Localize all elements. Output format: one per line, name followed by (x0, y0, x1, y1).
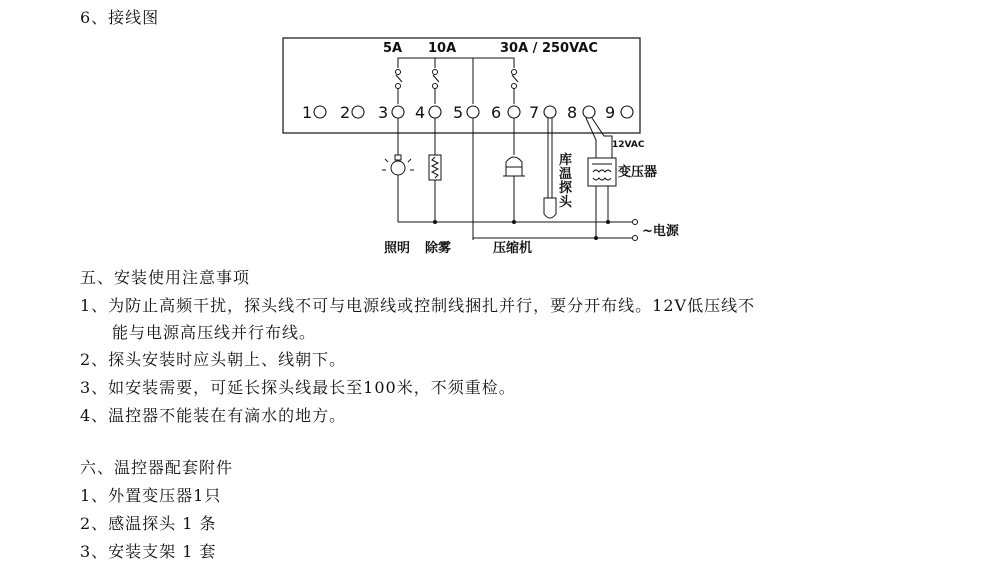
temperature-probe-icon (544, 198, 556, 218)
notice-item-4: 4、温控器不能装在有滴水的地方。 (80, 406, 347, 425)
terminal-2-label: 2 (340, 103, 351, 122)
terminal-3-label: 3 (378, 103, 389, 122)
terminal-4-label: 4 (415, 103, 426, 122)
probe-label-4: 头 (559, 195, 573, 210)
notice-item-1-cont: 能与电源高压线并行布线。 (112, 323, 317, 342)
relay-contact-2 (433, 62, 440, 104)
light-label: 照明 (384, 241, 411, 256)
terminal-8 (583, 106, 595, 118)
wiring-diagram (0, 0, 985, 270)
rating-30a: 30A / 250VAC (500, 41, 598, 56)
relay-contact-1 (396, 62, 403, 104)
terminal-7 (544, 106, 556, 118)
terminal-4 (429, 106, 441, 118)
notice-item-3: 3、如安装需要，可延长探头线最长至100米，不须重检。 (80, 378, 516, 397)
compressor-label: 压缩机 (493, 241, 533, 256)
compressor-icon (503, 157, 525, 222)
terminal-3 (392, 106, 404, 118)
light-bulb-icon (382, 155, 414, 222)
notice-item-2: 2、探头安装时应头朝上、线朝下。 (80, 350, 347, 369)
terminal-9 (621, 106, 633, 118)
terminal-6 (508, 106, 520, 118)
accessory-item-2: 2、感温探头 1 条 (80, 514, 217, 533)
defog-label: 除雾 (425, 241, 452, 256)
rating-10a: 10A (428, 41, 457, 56)
section-6-heading: 6、接线图 (80, 8, 160, 27)
terminal-9-label: 9 (605, 103, 616, 122)
transformer-icon (588, 158, 616, 238)
rating-5a: 5A (383, 41, 403, 56)
section-6b-heading: 六、温控器配套附件 (80, 458, 234, 477)
terminal-5 (467, 106, 479, 118)
relay-contact-3 (512, 62, 519, 104)
transformer-voltage: 12VAC (612, 140, 645, 150)
terminal-1 (314, 106, 326, 118)
terminal-6-label: 6 (491, 103, 502, 122)
terminal-8-label: 8 (567, 103, 578, 122)
probe-label-1: 库 (559, 153, 573, 168)
terminal-5-label: 5 (453, 103, 464, 122)
transformer-label: 变压器 (618, 165, 658, 180)
terminal-7-label: 7 (529, 103, 540, 122)
terminal-2 (352, 106, 364, 118)
probe-label-3: 探 (559, 181, 573, 196)
notice-item-1: 1、为防止高频干扰，探头线不可与电源线或控制线捆扎并行，要分开布线。12V低压线不 (80, 296, 756, 315)
terminal-1-label: 1 (302, 103, 313, 122)
section-5-heading: 五、安装使用注意事项 (80, 268, 251, 287)
probe-label-2: 温 (559, 167, 573, 182)
power-label: ~电源 (642, 224, 679, 239)
heater-resistor-icon (429, 155, 441, 222)
accessory-item-3: 3、安装支架 1 套 (80, 542, 217, 561)
accessory-item-1: 1、外置变压器1只 (80, 486, 222, 505)
